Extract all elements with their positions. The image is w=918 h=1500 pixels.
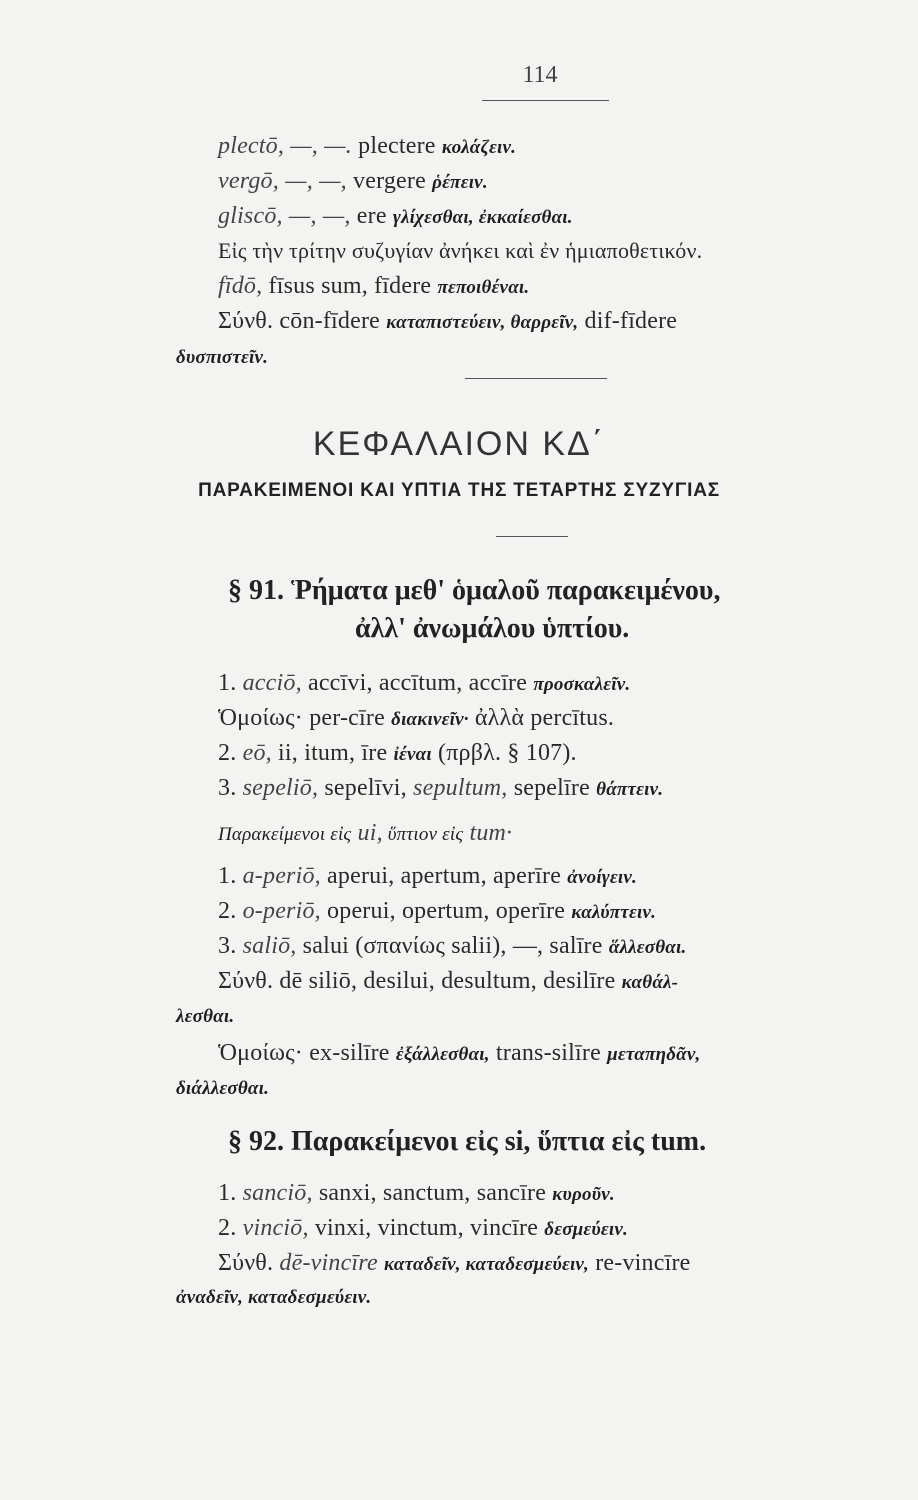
latin-form: Σύνθ.	[218, 1250, 280, 1276]
header-rule	[482, 100, 609, 101]
entry-line	[218, 203, 573, 230]
item-number: 2.	[218, 740, 237, 766]
latin-form: ii, itum, īre	[271, 740, 394, 766]
latin-form: dif-fīdere	[578, 308, 678, 334]
greek-gloss: κολάζειν.	[441, 137, 517, 158]
list-item	[218, 740, 577, 767]
latin-verb: vergō, —, —,	[218, 168, 347, 194]
greek-gloss: προσκαλεῖν.	[533, 674, 631, 695]
section-heading-cont: ἀλλ' ἀνωμάλου ὑπτίου.	[355, 613, 630, 644]
note-line: Εἰς τὴν τρίτην συζυγίαν ἀνήκει καὶ ἐν ἡμιαποθετικόν.	[218, 238, 703, 263]
greek-continuation: δυσπιστεῖν.	[176, 347, 269, 368]
greek-gloss: ἅλλεσθαι.	[608, 937, 687, 958]
latin-form: salui (σπανίως salii), —, salīre	[296, 933, 609, 959]
latin-form: ere	[350, 203, 393, 229]
latin-form: sepelīvi,	[318, 775, 414, 801]
item-number: 3.	[218, 775, 237, 801]
greek-gloss: γλίχεσθαι, ἐκκαίεσθαι.	[392, 207, 573, 228]
latin-form: vinxi, vinctum, vincīre	[308, 1215, 545, 1241]
latin-form: ἀλλὰ percītus.	[468, 705, 615, 731]
latin-verb: fīdō,	[218, 273, 263, 299]
latin-ending: tum·	[463, 820, 513, 846]
latin-form: trans-silīre	[489, 1040, 608, 1066]
latin-verb: eō,	[236, 740, 272, 766]
greek-gloss: δεσμεύειν.	[544, 1219, 628, 1240]
page-number: 114	[522, 62, 558, 88]
list-item	[218, 705, 614, 732]
latin-form: plectere	[351, 133, 442, 159]
greek-continuation: λεσθαι.	[176, 1006, 235, 1027]
list-item	[218, 670, 630, 697]
list-item	[218, 1180, 615, 1207]
compound-line	[218, 968, 678, 995]
compound-line	[218, 1250, 691, 1277]
latin-verb: gliscō, —, —,	[218, 203, 351, 229]
latin-form: sanxi, sanctum, sancīre	[312, 1180, 553, 1206]
list-item	[218, 1215, 628, 1242]
greek-gloss: θαρρεῖν,	[505, 312, 579, 333]
greek-gloss: ἐξάλλεσθαι,	[395, 1044, 490, 1065]
section-heading: § 91. Ῥήματα μεθ' ὁμαλοῦ παρακειμένου,	[228, 575, 721, 606]
entry-line	[218, 273, 529, 300]
greek-gloss: κυροῦν.	[552, 1184, 615, 1205]
greek-text: Παρακείμενοι εἰς	[218, 824, 352, 845]
latin-form: per-cīre	[303, 705, 392, 731]
latin-verb: o-periō,	[236, 898, 321, 924]
item-number: 1.	[218, 863, 237, 889]
latin-verb: saliō,	[236, 933, 297, 959]
latin-form: Σύνθ. dē siliō, desilui, desultum, desilīre	[218, 968, 622, 994]
latin-form: Ὁμοίως· ex-silīre	[218, 1040, 396, 1066]
latin-form: fīsus sum, fīdere	[262, 273, 438, 299]
greek-gloss: καταδεῖν, καταδεσμεύειν,	[384, 1254, 590, 1275]
list-item	[218, 933, 686, 960]
latin-ending: ui,	[351, 820, 383, 846]
latin-form: accīvi, accītum, accīre	[301, 670, 534, 696]
greek-gloss: καλύπτειν.	[571, 902, 657, 923]
list-item	[218, 775, 663, 802]
item-number: 1.	[218, 1180, 237, 1206]
section-rule	[465, 378, 607, 379]
entry-line	[218, 168, 488, 195]
entry-line	[218, 308, 677, 335]
greek-text: ὕπτιον εἰς	[382, 824, 464, 845]
greek-gloss: ἰέναι	[393, 744, 432, 765]
greek-gloss: διακινεῖν·	[391, 709, 469, 730]
greek-gloss: θάπτειν.	[596, 779, 664, 800]
chapter-subtitle: ΠΑΡΑΚΕΙΜΕΝΟΙ ΚΑΙ ΥΠΤΙΑ ΤΗΣ ΤΕΤΑΡΤΗΣ ΣΥΖΥΓΙΑΣ	[198, 480, 720, 501]
latin-form: re-vincīre	[589, 1250, 691, 1276]
greek-continuation: διάλλεσθαι.	[176, 1078, 270, 1099]
item-number: 2.	[218, 898, 237, 924]
item-number: 1.	[218, 670, 237, 696]
latin-verb: sanciō,	[236, 1180, 313, 1206]
sub-heading	[218, 820, 512, 847]
greek-gloss: ῥέπειν.	[432, 172, 488, 193]
reference: (πρβλ. § 107).	[431, 740, 577, 766]
latin-verb: dē-vincīre	[279, 1250, 384, 1276]
note-label: Ὁμοίως·	[218, 705, 304, 731]
item-number: 2.	[218, 1215, 237, 1241]
list-item	[218, 898, 656, 925]
greek-gloss: μεταπηδᾶν,	[607, 1044, 701, 1065]
greek-gloss: πεποιθέναι.	[437, 277, 530, 298]
latin-form: aperui, apertum, aperīre	[320, 863, 568, 889]
latin-form: vergere	[346, 168, 433, 194]
item-number: 3.	[218, 933, 237, 959]
latin-form: operui, opertum, operīre	[320, 898, 572, 924]
latin-form: sepelīre	[507, 775, 597, 801]
latin-supine: sepultum,	[413, 775, 508, 801]
latin-form: Σύνθ. cōn-fīdere	[218, 308, 387, 334]
greek-gloss: ἀνοίγειν.	[567, 867, 637, 888]
greek-continuation: ἀναδεῖν, καταδεσμεύειν.	[176, 1287, 372, 1308]
latin-verb: acciō,	[236, 670, 302, 696]
latin-verb: a-periō,	[236, 863, 321, 889]
greek-gloss: καθάλ-	[621, 972, 679, 993]
latin-verb: vinciō,	[236, 1215, 309, 1241]
chapter-title: ΚΕΦΑΛΑΙΟΝ ΚΔ΄	[312, 425, 606, 463]
entry-line	[218, 133, 516, 160]
list-item	[218, 863, 637, 890]
latin-verb: plectō, —, —.	[218, 133, 352, 159]
section-rule	[496, 536, 568, 537]
compound-line	[218, 1040, 700, 1067]
section-heading: § 92. Παρακείμενοι εἰς si, ὕπτια εἰς tum.	[228, 1126, 707, 1157]
greek-gloss: καταπιστεύειν,	[386, 312, 506, 333]
latin-verb: sepeliō,	[236, 775, 319, 801]
